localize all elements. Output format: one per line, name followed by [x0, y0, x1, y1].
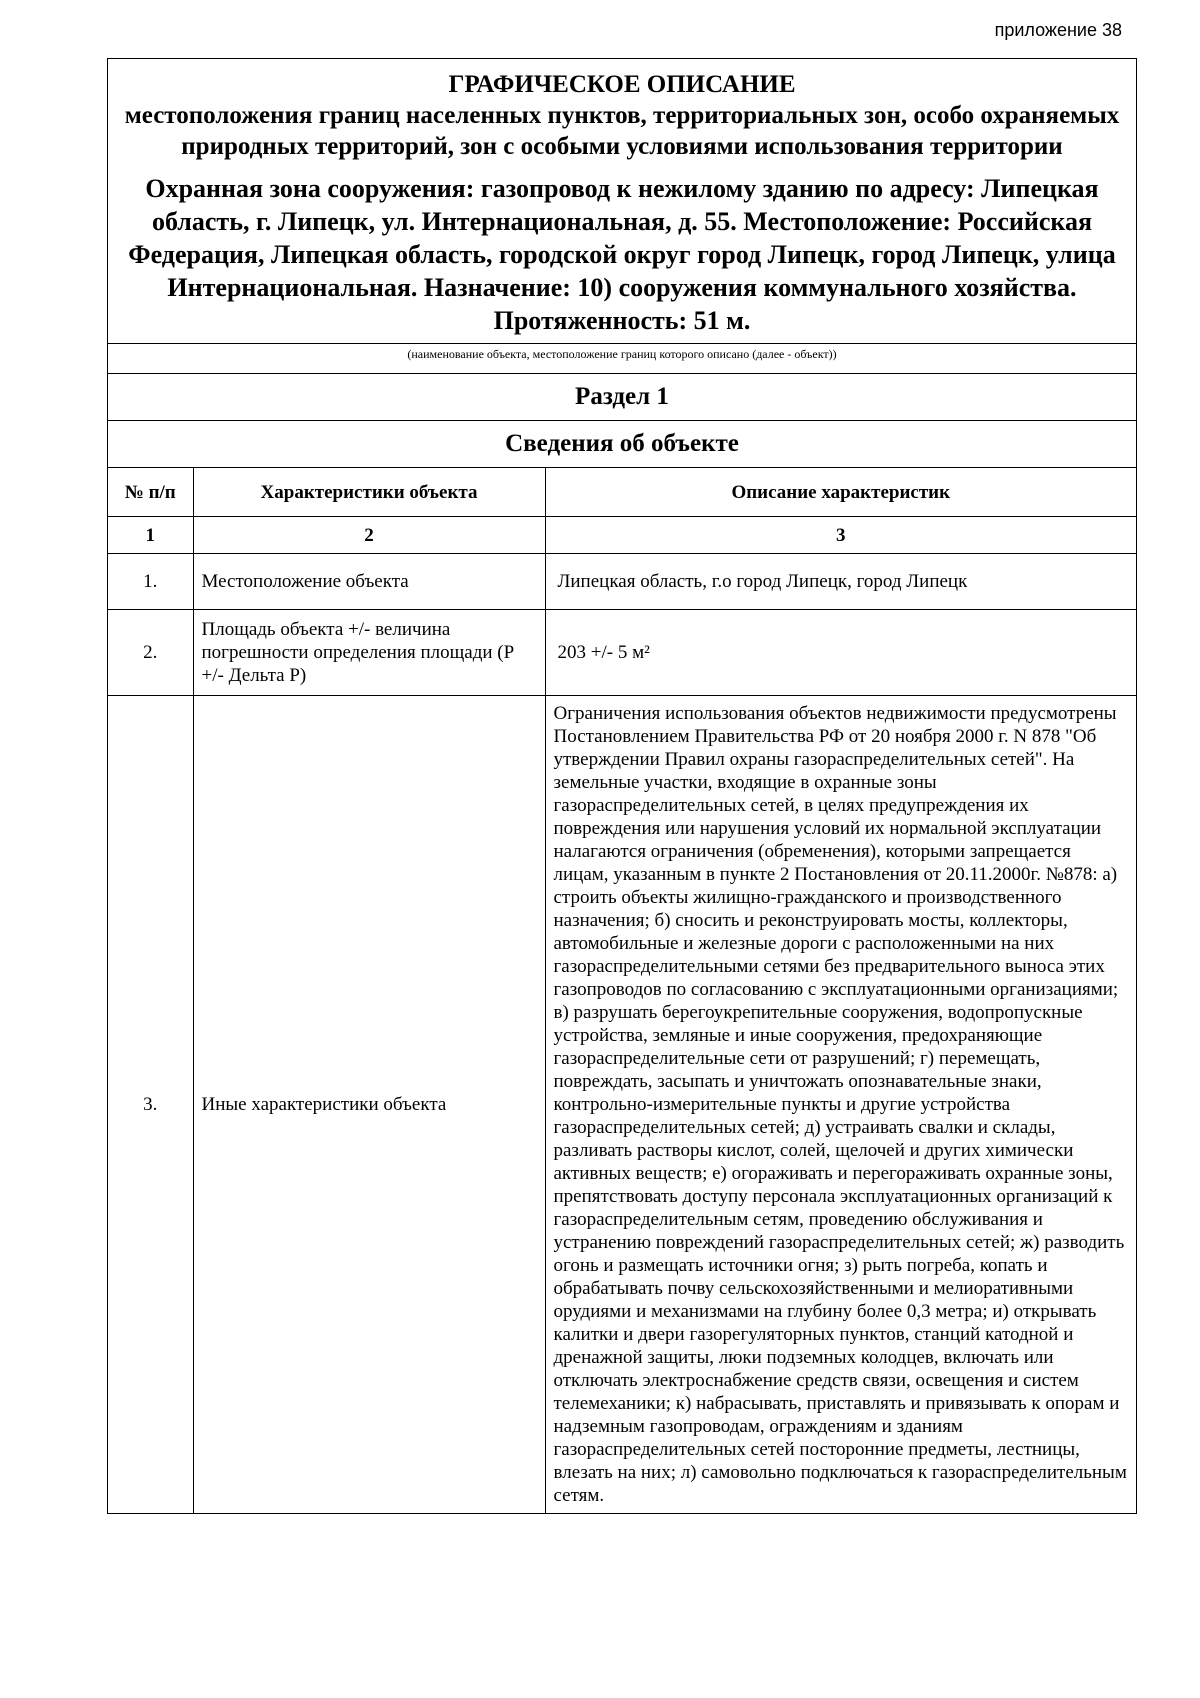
row-num: 2.: [108, 610, 193, 696]
row-description: Липецкая область, г.о город Липецк, город Липецк: [545, 554, 1136, 610]
table-row: [108, 610, 1136, 696]
row-characteristic: Иные характеристики объекта: [193, 696, 545, 1514]
column-number: 2: [193, 517, 545, 554]
section-title: Сведения об объекте: [108, 420, 1136, 467]
row-description: Ограничения использования объектов недвижимости предусмотрены Постановлением Правительства РФ от 20 ноября 2000 г. N 878 "Об утверждении Правил охраны газораспределительных сетей". На земельные участки, входящие в охранные зоны газораспределительных сетей, в целях предупреждения их повреждения или нарушения условий их нормальной эксплуатации налагаются ограничения (обременения), которыми запрещается лицам, указанным в пункте 2 Постановления от 20.11.2000г. №878: а) строить объекты жилищно-гражданского и производственного назначения; б) сносить и реконструировать мосты, коллекторы, автомобильные и железные дороги с расположенными на них газораспределительными сетями без предварительного выноса этих газопроводов по согласованию с эксплуатационными организациями; в) разрушать берегоукрепительные сооружения, водопропускные устройства, земляные и иные сооружения, предохраняющие газораспределительные сети от разрушений; г) перемещать, повреждать, засыпать и уничтожать опознавательные знаки, контрольно-измерительные пункты и другие устройства газораспределительных сетей; д) устраивать свалки и склады, разливать растворы кислот, солей, щелочей и других химически активных веществ; е) огораживать и перегораживать охранные зоны, препятствовать доступу персонала эксплуатационных организаций к газораспределительным сетям, проведению обслуживания и устранению повреждений газораспределительных сетей; ж) разводить огонь и размещать источники огня; з) рыть погреба, копать и обрабатывать почву сельскохозяйственными и мелиоративными орудиями и механизмами на глубину более 0,3 метра; и) открывать калитки и двери газорегуляторных пунктов, станций катодной и дренажной защиты, люки подземных колодцев, включать или отключать электроснабжение средств связи, освещения и систем телемеханики; к) набрасывать, приставлять и привязывать к опорам и надземным газопроводам, ограждениям и зданиям газораспределительных сетей посторонние предметы, лестницы, влезать на них; л) самовольно подключаться к газораспределительным сетям.: [545, 696, 1136, 1514]
row-characteristic: Местоположение объекта: [193, 554, 545, 610]
header-characteristic: Характеристики объекта: [193, 468, 545, 517]
column-number: 3: [545, 517, 1136, 554]
header-num: № п/п: [108, 468, 193, 517]
document-subtitle: местоположения границ населенных пунктов, территориальных зон, особо охраняемых природных территорий, зон с особыми условиями использования территории: [124, 102, 1120, 160]
table-header-row: [108, 468, 1136, 517]
row-num: 1.: [108, 554, 193, 610]
row-characteristic: Площадь объекта +/- величина погрешности определения площади (Р +/- Дельта Р): [193, 610, 545, 696]
column-number: 1: [108, 517, 193, 554]
document-sheet: [107, 58, 1137, 1514]
object-info-table: [108, 467, 1136, 1513]
column-number-row: [108, 517, 1136, 554]
row-num: 3.: [108, 696, 193, 1514]
section-label: Раздел 1: [108, 373, 1136, 420]
appendix-label: приложение 38: [994, 20, 1122, 40]
header-block: [108, 59, 1136, 343]
document-title: ГРАФИЧЕСКОЕ ОПИСАНИЕ: [448, 71, 796, 98]
table-row: [108, 554, 1136, 610]
object-caption: (наименование объекта, местоположение границ которого описано (далее - объект)): [108, 343, 1136, 373]
object-description: Охранная зона сооружения: газопровод к нежилому зданию по адресу: Липецкая область, г. Липецк, ул. Интернациональная, д. 55. Местоположение: Российская Федерация, Липецкая область, городской округ город Липецк, город Липецк, улица Интернациональная. Назначение: 10) сооружения коммунального хозяйства. Протяженность: 51 м.: [128, 174, 1116, 335]
row-description: 203 +/- 5 м²: [545, 610, 1136, 696]
header-description: Описание характеристик: [545, 468, 1136, 517]
table-row: [108, 696, 1136, 1514]
